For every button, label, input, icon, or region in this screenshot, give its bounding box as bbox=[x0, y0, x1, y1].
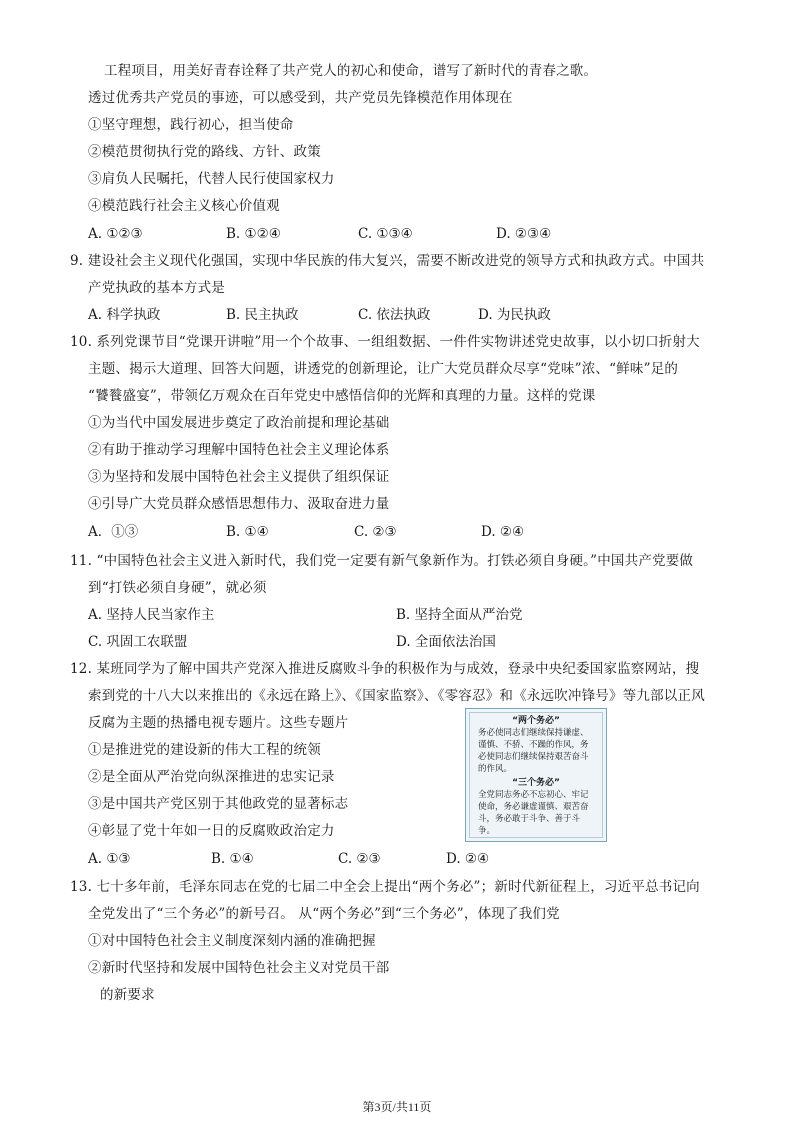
q10-option-a[interactable]: A．①③ bbox=[88, 524, 139, 540]
q10-option-c[interactable]: C. ②③ bbox=[354, 524, 397, 540]
q13-line-2: 全党发出了“三个务必”的新号召。 从“两个务必”到“三个务必”，体现了我们党 bbox=[88, 906, 560, 922]
q8-item-3: ③肩负人民嘱托，代替人民行使国家权力 bbox=[88, 171, 335, 187]
q12-item-4: ④彰显了党十年如一日的反腐败政治定力 bbox=[88, 823, 335, 839]
q12-option-b[interactable]: B. ①④ bbox=[211, 851, 254, 867]
q10-line-1: 10. 系列党课节目“党课开讲啦”用一个个故事、一组组数据、一件件实物讲述党史故事，以小切口折射大 bbox=[70, 334, 700, 350]
q9-option-d[interactable]: D. 为民执政 bbox=[478, 307, 551, 323]
q12-option-a[interactable]: A. ①③ bbox=[88, 851, 131, 867]
q10-option-b[interactable]: B. ①④ bbox=[226, 524, 269, 540]
q11-option-d[interactable]: D. 全面依法治国 bbox=[396, 634, 496, 650]
q8-option-a[interactable]: A. ①②③ bbox=[88, 226, 143, 242]
page-number: 第3页/共11页 bbox=[362, 1100, 432, 1114]
q8-option-c[interactable]: C. ①③④ bbox=[358, 226, 413, 242]
q12-item-3: ③是中国共产党区别于其他政党的显著标志 bbox=[88, 796, 349, 812]
box-title-three-musts: “三个务必” bbox=[512, 778, 560, 788]
q12-line-1: 12. 某班同学为了解中国共产党深入推进反腐败斗争的积极作为与成效，登录中央纪委国家监察网站，搜 bbox=[70, 661, 700, 677]
q10-item-3: ③为坚持和发展中国特色社会主义提供了组织保证 bbox=[88, 469, 390, 485]
q9-option-a[interactable]: A. 科学执政 bbox=[88, 307, 161, 323]
q11-option-a[interactable]: A. 坚持人民当家作主 bbox=[88, 607, 215, 623]
q12-line-2: 索到党的十八大以来推出的《永远在路上》、《国家监察》、《零容忍》和《永远吹冲锋号》等九部以正风 bbox=[88, 688, 705, 704]
q12-item-1: ①是推进党的建设新的伟大工程的统领 bbox=[88, 742, 321, 758]
q8-item-2: ②模范贯彻执行党的路线、方针、政策 bbox=[88, 144, 321, 160]
q8-item-4: ④模范践行社会主义核心价值观 bbox=[88, 198, 280, 214]
q8-continuation: 工程项目，用美好青春诠释了共产党人的初心和使命，谱写了新时代的青春之歌。 bbox=[104, 63, 598, 79]
q11-option-b[interactable]: B. 坚持全面从严治党 bbox=[396, 607, 523, 623]
q9-option-b[interactable]: B. 民主执政 bbox=[226, 307, 299, 323]
q13-line-1: 13. 七十多年前，毛泽东同志在党的七届二中全会上提出“两个务必”；新时代新征程上，习近平总书记向 bbox=[70, 879, 700, 895]
q13-item-1: ①对中国特色社会主义制度深刻内涵的准确把握 bbox=[88, 933, 376, 949]
q11-option-c[interactable]: C. 巩固工农联盟 bbox=[88, 634, 188, 650]
q8-stem: 透过优秀共产党员的事迹，可以感受到，共产党员先锋模范作用体现在 bbox=[88, 90, 513, 106]
q13-item-2: ②新时代坚持和发展中国特色社会主义对党员干部 bbox=[88, 960, 390, 976]
q11-line-2: 到“打铁必须自身硬”，就必须 bbox=[88, 580, 267, 596]
box-title-two-musts: “两个务必” bbox=[512, 716, 560, 726]
box-body-two-musts: 务必使同志们继续保持谦虚、谨慎、不骄、不躁的作风，务必使同志们继续保持艰苦奋斗的作风。 bbox=[478, 728, 589, 774]
q12-option-d[interactable]: D. ②④ bbox=[446, 851, 490, 867]
q10-item-4: ④引导广大党员群众感悟思想伟力、汲取奋进力量 bbox=[88, 496, 390, 512]
q10-line-2: 主题、揭示大道理、回答大问题，讲透党的创新理论，让广大党员群众尽享“党味”浓、“鲜味”足的 bbox=[88, 361, 679, 377]
q10-item-2: ②有助于推动学习理解中国特色社会主义理论体系 bbox=[88, 442, 390, 458]
q13-item-2-continuation: 的新要求 bbox=[100, 987, 155, 1003]
q11-line-1: 11. “中国特色社会主义进入新时代，我们党一定要有新气象新作为。打铁必须自身硬。”中国共产党要做 bbox=[70, 553, 694, 569]
slogan-inset-frame bbox=[469, 712, 603, 838]
slogan-inset-box bbox=[465, 708, 607, 842]
q10-option-d[interactable]: D. ②④ bbox=[481, 524, 525, 540]
q12-item-2: ②是全面从严治党向纵深推进的忠实记录 bbox=[88, 769, 335, 785]
q8-option-d[interactable]: D. ②③④ bbox=[496, 226, 552, 242]
q9-line-2: 产党执政的基本方式是 bbox=[88, 280, 225, 296]
q12-option-c[interactable]: C. ②③ bbox=[338, 851, 381, 867]
q10-item-1: ①为当代中国发展进步奠定了政治前提和理论基础 bbox=[88, 415, 390, 431]
q8-option-b[interactable]: B. ①②④ bbox=[226, 226, 281, 242]
q10-line-3: “饕餮盛宴”，带领亿万观众在百年党史中感悟信仰的光辉和真理的力量。这样的党课 bbox=[88, 388, 596, 404]
box-body-three-musts: 全党同志务必不忘初心、牢记使命，务必谦虚谨慎、艰苦奋斗，务必敢于斗争、善于斗争。 bbox=[478, 790, 589, 836]
q9-line-1: 9. 建设社会主义现代化强国，实现中华民族的伟大复兴，需要不断改进党的领导方式和执政方式。中国共 bbox=[70, 253, 705, 269]
q9-option-c[interactable]: C. 依法执政 bbox=[358, 307, 431, 323]
q12-line-3: 反腐为主题的热播电视专题片。这些专题片 bbox=[88, 715, 349, 731]
q8-item-1: ①坚守理想，践行初心，担当使命 bbox=[88, 117, 294, 133]
